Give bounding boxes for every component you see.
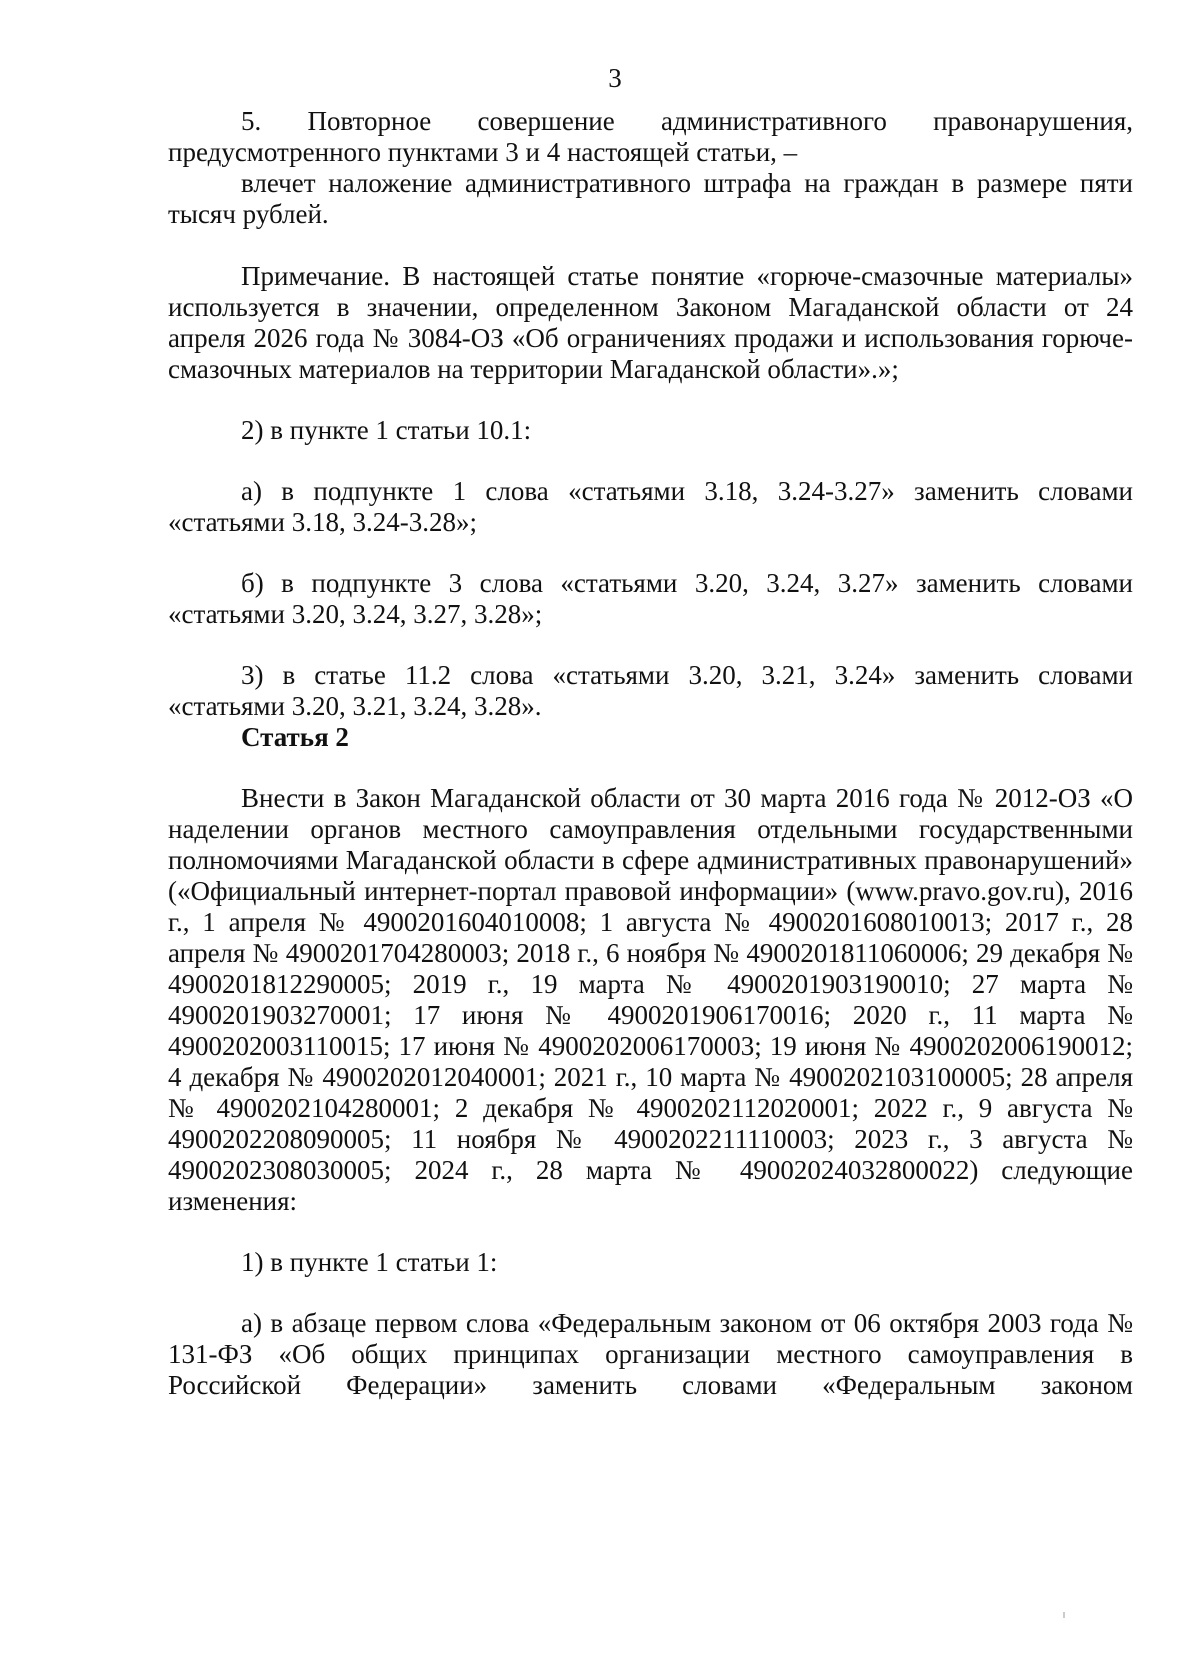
scan-mark — [1063, 1612, 1065, 1618]
paragraph-article-2-item-1: 1) в пункте 1 статьи 1: — [241, 1247, 498, 1277]
paragraph-item-2: 2) в пункте 1 статьи 10.1: — [241, 415, 532, 445]
paragraph-item-3: 3) в статье 11.2 слова «статьями 3.20, 3.21, 3.24» заменить словами «статьями 3.20, 3.21, 3.24, 3.28». — [168, 660, 1133, 721]
paragraph-repeat-offense: 5. Повторное совершение административного правонарушения, предусмотренного пунктами 3 и 4 настоящей статьи, – — [168, 106, 1133, 167]
page-number: 3 — [608, 63, 622, 93]
paragraph-penalty: влечет наложение административного штрафа на граждан в размере пяти тысяч рублей. — [168, 168, 1133, 229]
paragraph-note: Примечание. В настоящей статье понятие «горюче-смазочные материалы» используется в значении, определенном Законом Магаданской области от 24 апреля 2026 года № 3084-ОЗ «Об ограничениях продажи и использования горюче-смазочных материалов на территории Магаданской области».»; — [168, 261, 1133, 384]
document-body — [168, 106, 1133, 1401]
paragraph-article-2-body: Внести в Закон Магаданской области от 30 марта 2016 года № 2012-ОЗ «О наделении органов местного самоуправления отдельными государственными полномочиями Магаданской области в сфере административных правонарушений» («Официальный интернет-портал правовой информации» (www.pravo.gov.ru), 2016 г., 1 апреля № 4900201604010008; 1 августа № 4900201608010013; 2017 г., 28 апреля № 4900201704280003; 2018 г., 6 ноября № 4900201811060006; 29 декабря № 4900201812290005; 2019 г., 19 марта № 4900201903190010; 27 марта № 4900201903270001; 17 июня № 4900201906170016; 2020 г., 11 марта № 4900202003110015; 17 июня № 4900202006170003; 19 июня № 4900202006190012; 4 декабря № 4900202012040001; 2021 г., 10 марта № 4900202103100005; 28 апреля № 4900202104280001; 2 декабря № 4900202112020001; 2022 г., 9 августа № 4900202208090005; 11 ноября № 4900202211110003; 2023 г., 3 августа № 4900202308030005; 2024 г., 28 марта № 49002024032800022) следующие изменения: — [168, 783, 1133, 1216]
article-heading: Статья 2 — [241, 722, 349, 752]
paragraph-article-2-subitem-a: а) в абзаце первом слова «Федеральным законом от 06 октября 2003 года № 131-ФЗ «Об общих принципах организации местного самоуправления в Российской Федерации» заменить словами «Федеральным законом — [168, 1308, 1133, 1400]
paragraph-subitem-b: б) в подпункте 3 слова «статьями 3.20, 3.24, 3.27» заменить словами «статьями 3.20, 3.24, 3.27, 3.28»; — [168, 568, 1133, 629]
paragraph-subitem-a: а) в подпункте 1 слова «статьями 3.18, 3.24-3.27» заменить словами «статьями 3.18, 3.24-3.28»; — [168, 476, 1133, 537]
